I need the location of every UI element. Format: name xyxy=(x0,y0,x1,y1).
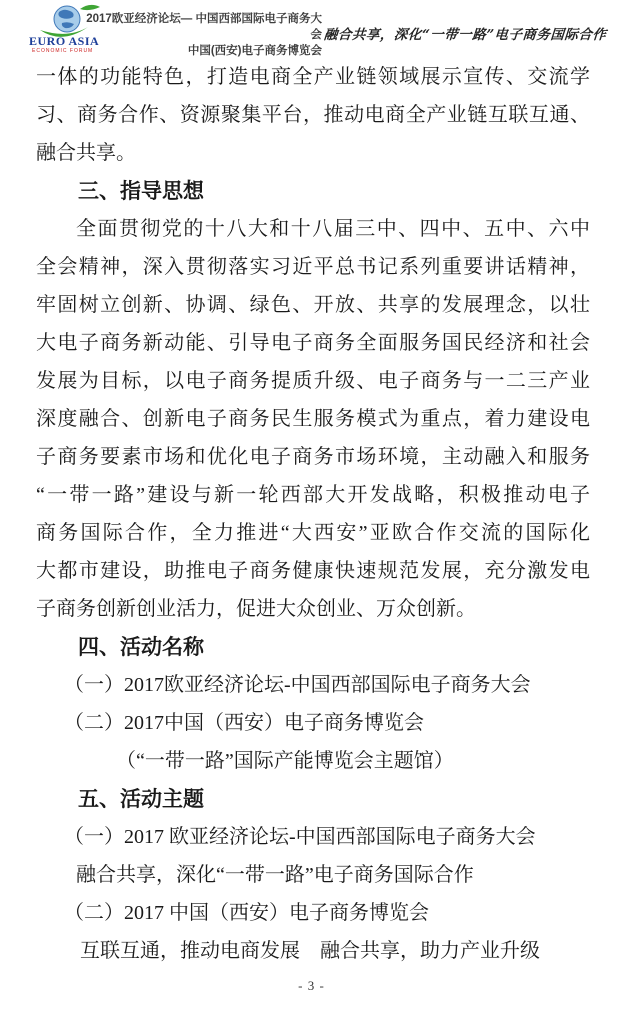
text-line: 全面贯彻党的十八大和十八届三中、四中、五中、六中 xyxy=(76,218,590,240)
text-line: （二）2017中国（西安）电子商务博览会 xyxy=(64,712,424,734)
text-line: 牢固树立创新、协调、绿色、开放、共享的发展理念，以壮 xyxy=(36,294,590,316)
header-title-line2: 中国(西安)电子商务博览会 xyxy=(187,45,322,57)
text-line: 融合共享，深化“一带一路”电子商务国际合作 xyxy=(76,864,474,886)
text-line: 习、商务合作、资源聚集平台，推动电商全产业链互联互通、 xyxy=(36,104,590,126)
page-number: - 3 - xyxy=(298,978,325,993)
text-line: 五、活动主题 xyxy=(78,787,204,811)
text-line: （二）2017 中国（西安）电子商务博览会 xyxy=(64,902,429,924)
text-line: 子商务创新创业活力，促进大众创业、万众创新。 xyxy=(36,598,476,620)
text-line: 一体的功能特色，打造电商全产业链领域展示宣传、交流学 xyxy=(36,66,590,88)
leaf-icon xyxy=(80,5,100,10)
text-line: （一）2017 欧亚经济论坛-中国西部国际电子商务大会 xyxy=(64,826,536,848)
text-line: 大都市建设，助推电子商务健康快速规范发展，充分激发电 xyxy=(36,560,590,582)
text-line: （一）2017欧亚经济论坛-中国西部国际电子商务大会 xyxy=(64,674,531,696)
text-line: “一带一路”建设与新一轮西部大开发战略，积极推动电子 xyxy=(36,484,590,506)
text-line: 全会精神，深入贯彻落实习近平总书记系列重要讲话精神， xyxy=(36,256,590,278)
text-line: 互联互通，推动电商发展 融合共享，助力产业升级 xyxy=(80,940,540,962)
text-line: 发展为目标，以电子商务提质升级、电子商务与一二三产业 xyxy=(36,370,590,392)
text-line: 融合共享。 xyxy=(36,142,136,164)
text-line: 子商务要素市场和优化电子商务市场环境，主动融入和服务 xyxy=(36,446,590,468)
text-line: 三、指导思想 xyxy=(78,179,204,203)
document-body xyxy=(36,58,590,970)
header-title-line1: 2017欧亚经济论坛— 中国西部国际电子商务大会 xyxy=(86,13,322,41)
logo-wordmark: EURO ASIA xyxy=(29,34,100,48)
text-line: 四、活动名称 xyxy=(78,635,204,659)
header-event-title xyxy=(85,11,322,59)
text-line: 大电子商务新动能、引导电子商务全面服务国民经济和社会 xyxy=(36,332,590,354)
header-slogan: 融合共享，深化“一带一路”电子商务国际合作 xyxy=(323,27,608,43)
text-line: 商务国际合作，全力推进“大西安”亚欧合作交流的国际化 xyxy=(36,522,590,544)
logo-subtext: ECONOMIC FORUM xyxy=(32,48,94,54)
text-line: （“一带一路”国际产能博览会主题馆） xyxy=(116,750,454,772)
text-line: 深度融合、创新电子商务民生服务模式为重点，着力建设电 xyxy=(36,408,590,430)
page-header xyxy=(0,0,623,58)
